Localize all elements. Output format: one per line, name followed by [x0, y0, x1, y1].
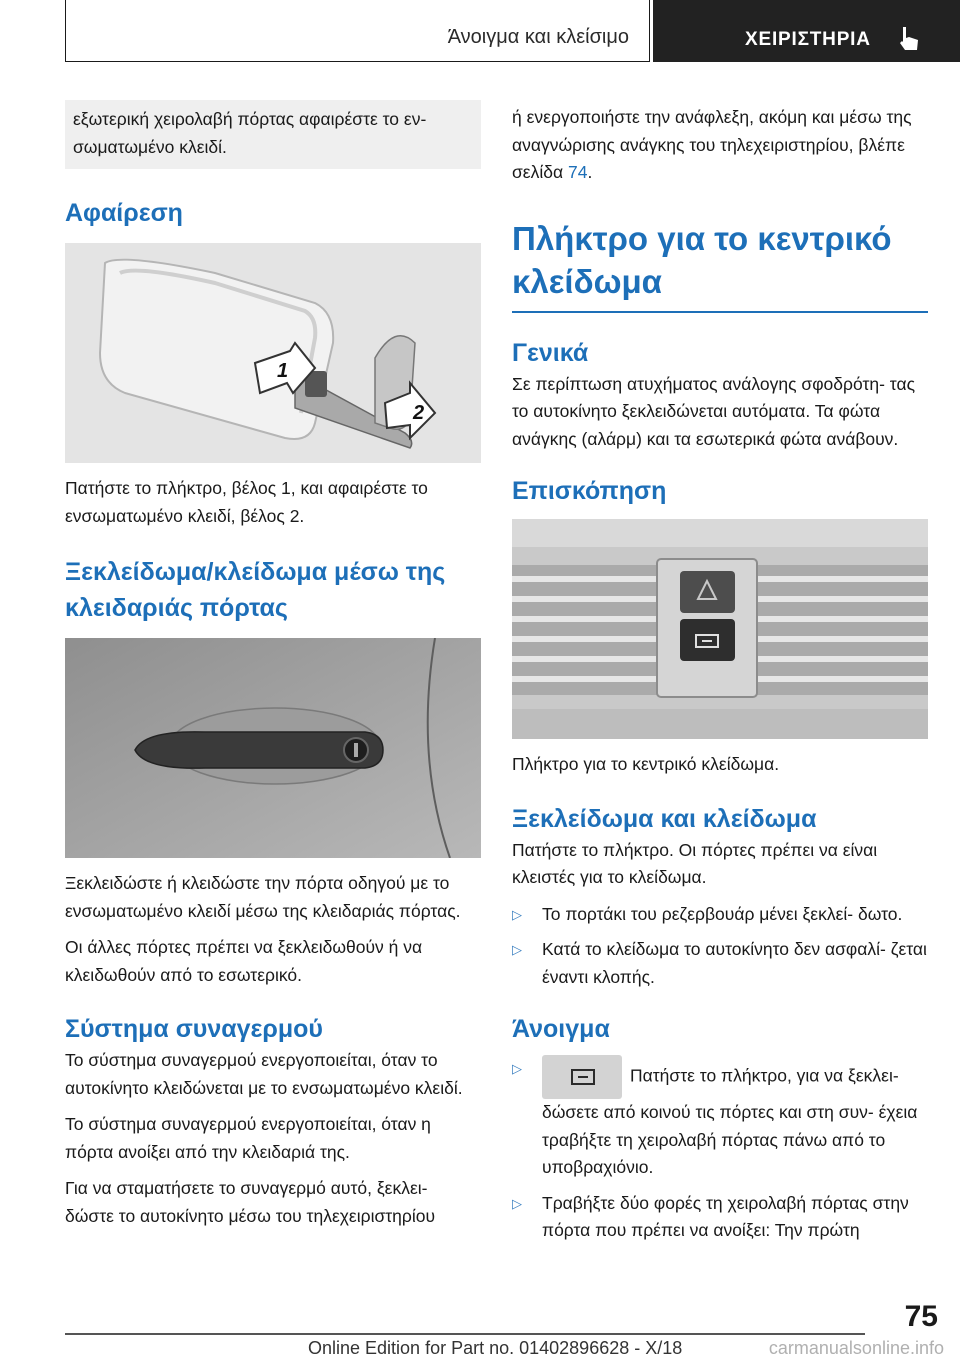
unlock-paragraph: Πατήστε το πλήκτρο. Οι πόρτες πρέπει να είναι κλειστές για το κλείδωμα. — [512, 839, 878, 887]
header-tab[interactable] — [653, 0, 960, 62]
alarm-paragraph-1: Το σύστημα συναγερμού ενεργοποιείται, όταν το αυτοκίνητο κλειδώνεται με το ενσωματωμένο κλειδί. — [65, 1050, 463, 1098]
open-bullet-list — [512, 1055, 928, 1245]
note-text: εξωτερική χειρολαβή πόρτας αφαιρέστε το εν- σωματωμένο κλειδί. — [73, 109, 427, 157]
footer-watermark: carmanualsonline.info — [768, 1338, 944, 1358]
right-column — [512, 104, 928, 1253]
figure-label-1: 1 — [277, 360, 289, 382]
list-item-text: Πατήστε το πλήκτρο, για να ξεκλει- δώσετε από κοινού τις πόρτες και στη συν- έχεια τραβήξτε τη χειρολαβή πόρτας πάνω από το υποβραχιόνιο. — [542, 1065, 918, 1177]
alarm-paragraph-2: Το σύστημα συναγερμού ενεργοποιείται, όταν η πόρτα ανοίξει από την κλειδαριά της. — [65, 1114, 431, 1162]
main-heading — [512, 217, 928, 303]
main-heading-line2: κλείδωμα — [512, 262, 662, 300]
heading-rule — [512, 311, 928, 313]
alarm-paragraph-3: Για να σταματήσετε το συναγερμό αυτό, ξεκλει- δώστε το αυτοκίνητο μέσω του τηλεχειριστηρίου — [65, 1178, 436, 1226]
lock-heading-line2: κλειδαριάς πόρτας — [65, 594, 288, 622]
list-item-text: Κατά το κλείδωμα το αυτοκίνητο δεν ασφαλί- ζεται έναντι κλοπής. — [542, 939, 927, 987]
lock-heading — [65, 554, 481, 626]
triangle-bullet-icon: ▷ — [512, 942, 522, 957]
removal-heading: Αφαίρεση — [65, 199, 183, 227]
header-tab-label: ΧΕΙΡΙΣΤΗΡΙΑ — [745, 29, 871, 50]
header-section-box — [65, 0, 650, 62]
list-item — [512, 1190, 928, 1245]
triangle-bullet-icon: ▷ — [512, 906, 522, 922]
general-heading: Γενικά — [512, 338, 589, 367]
door-unlock-icon — [542, 1055, 622, 1099]
general-paragraph: Σε περίπτωση ατυχήματος ανάλογης σφοδρότη- τας το αυτοκίνητο ξεκλειδώνεται αυτόματα. Τα φώτα ανάγκης (αλάρμ) και τα εσωτερικά φώτα ανάβουν. — [512, 373, 916, 449]
page-link[interactable]: 74 — [567, 162, 588, 182]
lock-paragraph-1: Ξεκλειδώστε ή κλειδώστε την πόρτα οδηγού με το ενσωματωμένο κλειδί μέσω της κλειδαριάς πόρτας. — [65, 873, 461, 921]
footer-rule — [65, 1333, 865, 1335]
figure-label-2: 2 — [413, 402, 425, 424]
triangle-bullet-icon: ▷ — [512, 1061, 522, 1076]
list-item — [512, 936, 928, 991]
alarm-heading: Σύστημα συναγερμού — [65, 1015, 323, 1043]
door-lock-figure — [65, 638, 481, 858]
unlock-bullet-list — [512, 901, 928, 992]
note-box — [65, 100, 481, 169]
overview-caption: Πλήκτρο για το κεντρικό κλείδωμα. — [512, 754, 780, 774]
continued-paragraph — [512, 104, 928, 187]
unlock-heading: Ξεκλείδωμα και κλείδωμα — [512, 804, 817, 833]
list-item-text: Το πορτάκι του ρεζερβουάρ μένει ξεκλεί- δωτο. — [542, 903, 903, 924]
central-lock-button-figure — [512, 519, 928, 739]
lock-heading-line1: Ξεκλείδωμα/κλείδωμα μέσω της — [65, 558, 446, 586]
hand-pointer-icon — [893, 24, 923, 54]
overview-heading: Επισκόπηση — [512, 477, 667, 505]
footer-edition: Online Edition for Part no. 01402896628 - X/18 — [308, 1338, 683, 1358]
header-section-title: Άνοιγμα και κλείσιμο — [447, 26, 629, 48]
continued-text: ή ενεργοποιήστε την ανάφλεξη, ακόμη και μέσω της αναγνώρισης ανάγκης του τηλεχειριστηρίου, βλέπε σελίδα — [512, 107, 912, 182]
page-number: 75 — [904, 1300, 938, 1333]
continued-end: . — [587, 162, 593, 182]
list-item — [512, 1055, 928, 1182]
list-item-text: Τραβήξτε δύο φορές τη χειρολαβή πόρτας στην πόρτα που πρέπει να ανοίξει: Την πρώτη — [542, 1192, 909, 1240]
list-item — [512, 901, 928, 929]
key-removal-figure — [65, 243, 481, 463]
left-column — [65, 100, 481, 1239]
main-heading-line1: Πλήκτρο για το κεντρικό — [512, 219, 892, 257]
open-heading: Άνοιγμα — [512, 1015, 610, 1043]
removal-caption: Πατήστε το πλήκτρο, βέλος 1, και αφαιρέστε το ενσωματωμένο κλειδί, βέλος 2. — [65, 478, 428, 526]
lock-paragraph-2: Οι άλλες πόρτες πρέπει να ξεκλειδωθούν ή να κλειδωθούν από το εσωτερικό. — [65, 937, 423, 985]
triangle-bullet-icon: ▷ — [512, 1195, 522, 1211]
